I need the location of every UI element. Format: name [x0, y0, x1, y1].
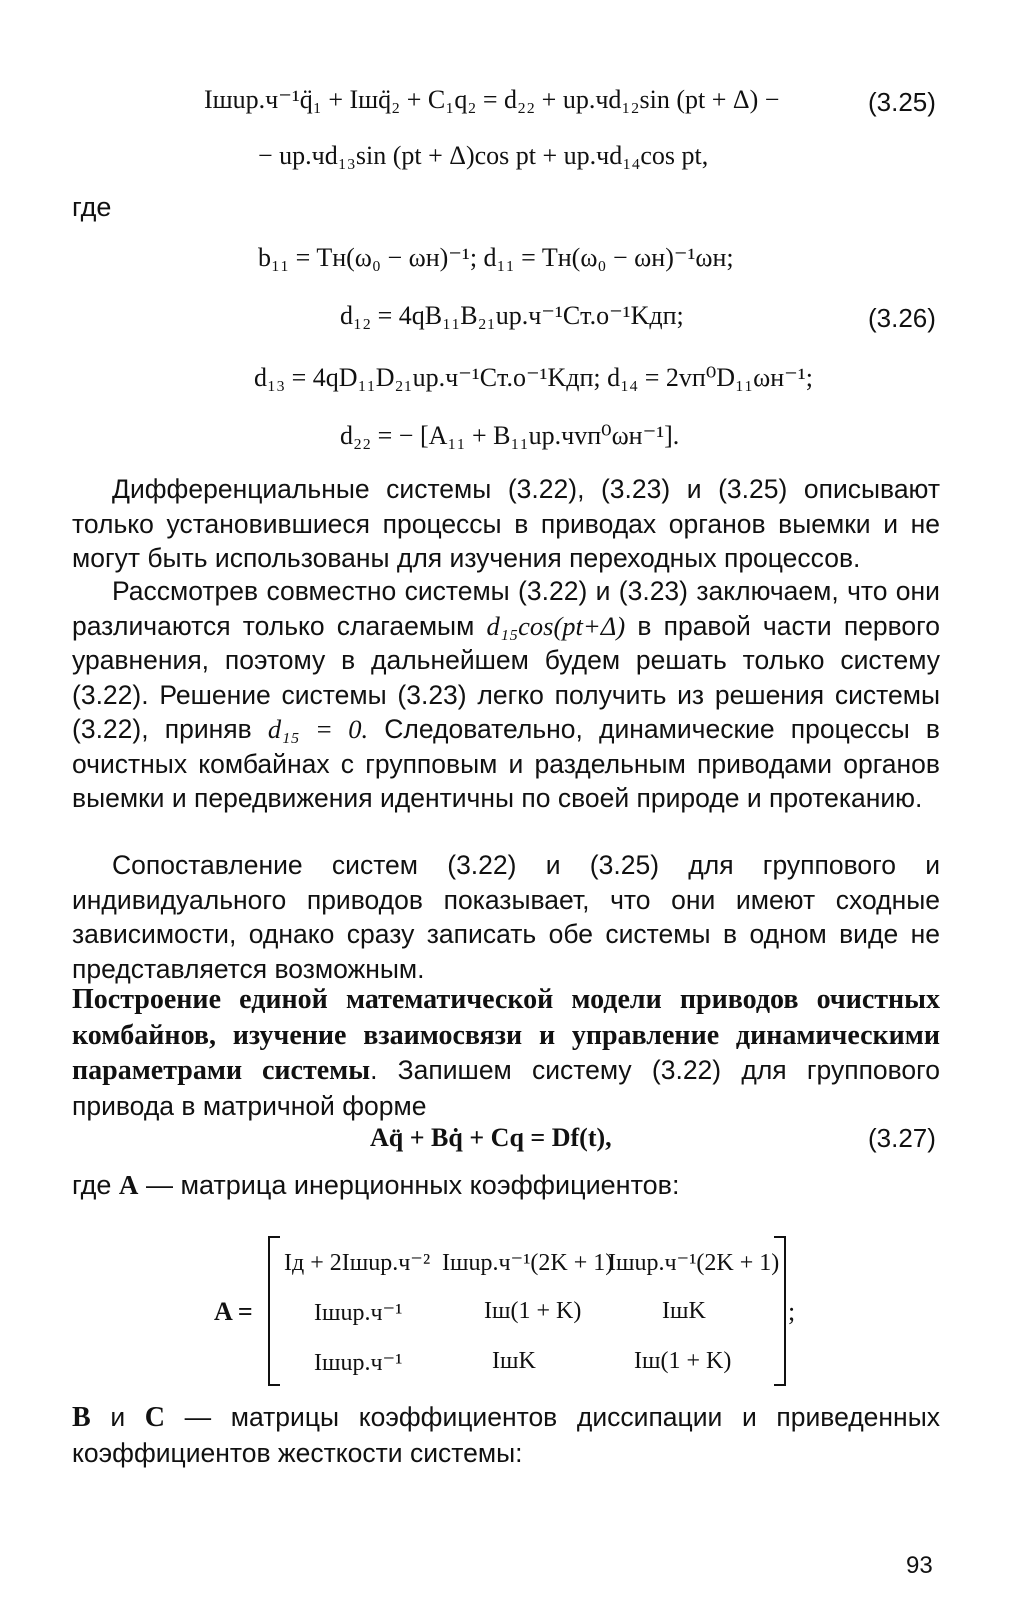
paragraph-5-text: — матрицы коэффициентов диссипации и приведенных коэффициентов жесткости системы: — [72, 1402, 940, 1468]
paragraph-3-text: Сопоставление систем (3.22) и (3.25) для группового и индивидуального приводов показывает, что они имеют сходные зависимости, однако сразу записать обе системы в одном виде не представляется возможным. — [72, 850, 940, 984]
symbol-C: C — [144, 1402, 166, 1433]
paragraph-2-text-a: Рассмотрев совместно системы (3.22) и (3.23) заключаем, что они различаются только слагаемым — [72, 576, 940, 641]
formula-d15-cos: d₁₅cos(pt+Δ) — [486, 610, 626, 641]
paragraph-1 — [72, 472, 940, 576]
equation-3-25-line-2: − uр.чd₁₃sin (pt + Δ)cos pt + uр.чd₁₄cos pt, — [258, 141, 709, 170]
equation-3-26-line-4: d₂₂ = − [A₁₁ + B₁₁uр.чvп⁰ωн⁻¹]. — [340, 421, 680, 450]
where-A-line — [72, 1168, 680, 1202]
equation-number-3-27: (3.27) — [868, 1123, 936, 1153]
equation-3-26-line-3: d₁₃ = 4qD₁₁D₂₁uр.ч⁻¹Cт.о⁻¹Kдп; d₁₄ = 2vп⁰D₁₁ωн⁻¹; — [254, 363, 813, 392]
equation-number-3-26: (3.26) — [868, 303, 936, 333]
matrix-cell-1-1: Iд + 2Iшuр.ч⁻² — [284, 1250, 431, 1276]
equation-3-26-line-1: b₁₁ = Tн(ω₀ − ωн)⁻¹; d₁₁ = Tн(ω₀ − ωн)⁻¹ωн; — [258, 243, 734, 272]
equation-3-25-line-1: Iшuр.ч⁻¹q̈₁ + Iшq̈₂ + C₁q₂ = d₂₂ + uр.чd₁₂sin (pt + Δ) − — [204, 85, 780, 114]
page-number: 93 — [906, 1552, 933, 1579]
formula-d15-zero: d₁₅ = 0. — [267, 714, 369, 744]
equation-number-3-25: (3.25) — [868, 87, 936, 117]
section-heading: Построение единой математической модели приводов очистных комбайнов, изучение взаимосвязи и управление динамическими параметрами системы — [72, 984, 940, 1086]
matrix-cell-3-3: Iш(1 + K) — [634, 1348, 732, 1374]
matrix-cell-2-2: Iш(1 + K) — [484, 1298, 582, 1324]
paragraph-4 — [72, 982, 940, 1123]
paragraph-2 — [72, 574, 940, 816]
where-A-text: — матрица инерционных коэффициентов: — [145, 1170, 680, 1200]
matrix-cell-2-1: Iшuр.ч⁻¹ — [314, 1300, 403, 1326]
matrix-cell-3-2: IшK — [492, 1348, 536, 1374]
symbol-B: B — [72, 1402, 91, 1433]
and-word: и — [110, 1402, 126, 1432]
matrix-A-suffix: ; — [788, 1297, 796, 1326]
paragraph-2-text-c: Следовательно, динамические процессы в очистных комбайнах с групповым и раздельным приводами органов выемки и передвижения идентичны по своей природе и протеканию. — [72, 714, 940, 813]
paragraph-2-text-b: в правой части первого уравнения, поэтому в дальнейшем будем решать только систему (3.22). Решение системы (3.23) легко получить из решения системы (3.22), приняв — [72, 610, 940, 744]
matrix-A — [268, 1236, 786, 1386]
paragraph-4-text: . Запишем систему (3.22) для группового привода в матричной форме — [72, 1055, 940, 1121]
paragraph-1-text: Дифференциальные системы (3.22), (3.23) и (3.25) описывают только установившиеся процессы в приводах органов выемки и не могут быть использованы для изучения переходных процессов. — [72, 474, 940, 573]
where-A-prefix: где — [72, 1170, 112, 1200]
symbol-A: A — [118, 1170, 139, 1200]
where-label: где — [72, 192, 112, 222]
paragraph-3 — [72, 848, 940, 986]
matrix-cell-2-3: IшK — [662, 1298, 706, 1324]
matrix-cell-1-2: Iшuр.ч⁻¹(2K + 1) — [442, 1250, 614, 1276]
matrix-A-label: A = — [214, 1297, 253, 1326]
equation-3-26-line-2: d₁₂ = 4qB₁₁B₂₁uр.ч⁻¹Cт.о⁻¹Kдп; — [340, 301, 684, 330]
matrix-cell-1-3: Iшuр.ч⁻¹(2K + 1) — [608, 1250, 780, 1276]
equation-3-27: Aq̈ + Bq̇ + Cq = Df(t), — [370, 1123, 612, 1152]
matrix-cell-3-1: Iшuр.ч⁻¹ — [314, 1350, 403, 1376]
paragraph-5 — [72, 1400, 940, 1470]
